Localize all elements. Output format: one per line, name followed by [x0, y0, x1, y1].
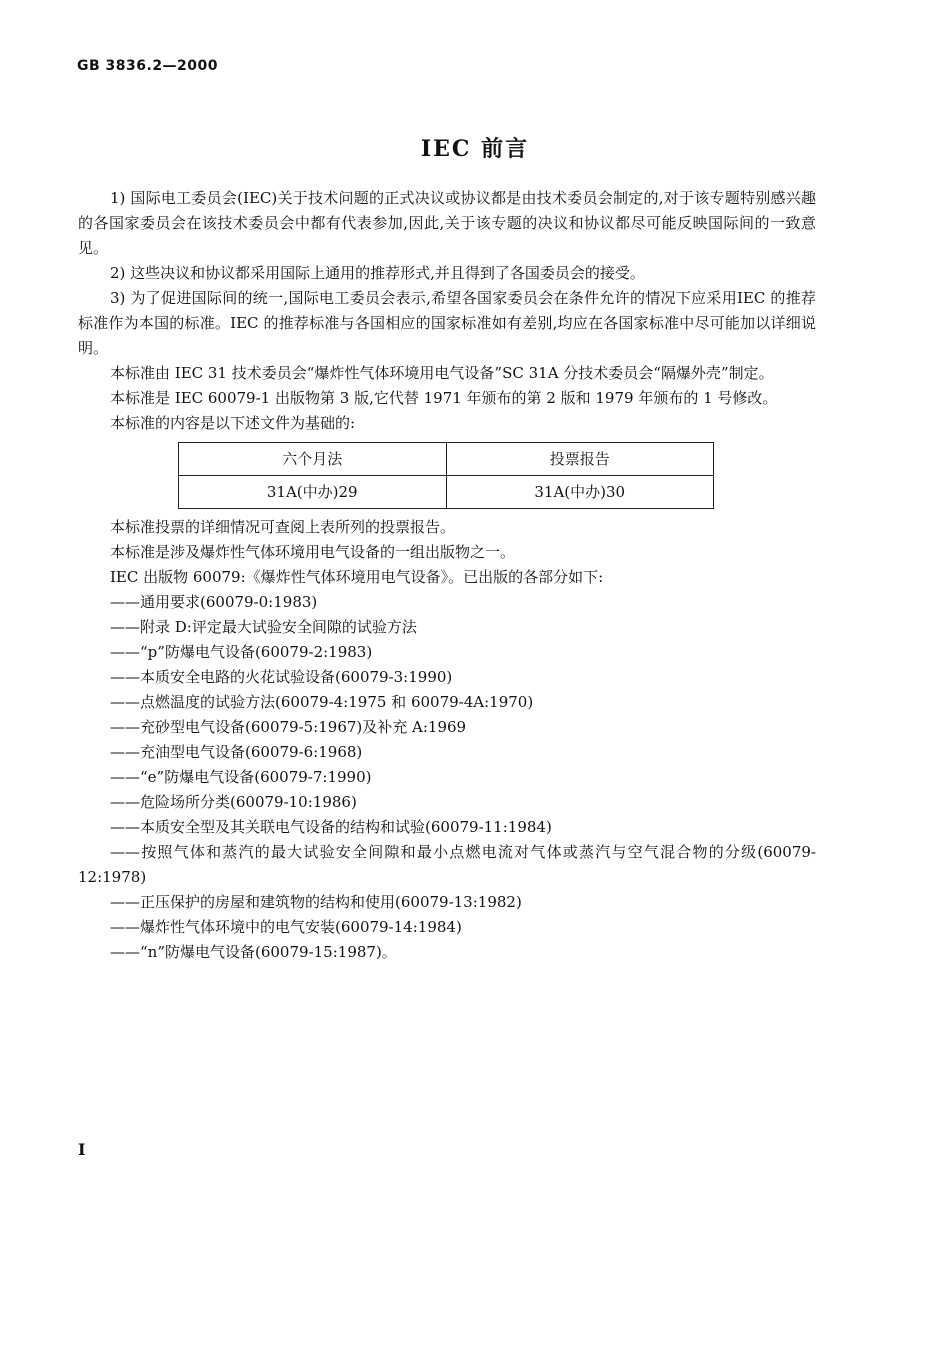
table-header-cell: 投票报告 — [446, 443, 714, 476]
list-item: ——按照气体和蒸汽的最大试验安全间隙和最小点燃电流对气体或蒸汽与空气混合物的分级(60079-12:1978) — [78, 843, 816, 886]
table-cell: 31A(中办)29 — [179, 476, 447, 509]
list-item: ——正压保护的房屋和建筑物的结构和使用(60079-13:1982) — [110, 893, 522, 911]
list-item: ——“n”防爆电气设备(60079-15:1987)。 — [110, 943, 397, 961]
list-item: ——点燃温度的试验方法(60079-4:1975 和 60079-4A:1970) — [110, 693, 534, 711]
paragraph-4: 本标准由 IEC 31 技术委员会“爆炸性气体环境用电气设备”SC 31A 分技术委员会“隔爆外壳”制定。 — [110, 364, 774, 382]
table-header-cell: 六个月法 — [179, 443, 447, 476]
list-item: ——通用要求(60079-0:1983) — [110, 593, 318, 611]
standard-code-header: GB 3836.2—2000 — [77, 58, 219, 74]
list-item: ——“e”防爆电气设备(60079-7:1990) — [110, 768, 372, 786]
publication-parts-list — [78, 590, 816, 965]
paragraph-2: 2) 这些决议和协议都采用国际上通用的推荐形式,并且得到了各国委员会的接受。 — [110, 264, 645, 282]
list-item: ——本质安全型及其关联电气设备的结构和试验(60079-11:1984) — [110, 818, 552, 836]
paragraph-1: 1) 国际电工委员会(IEC)关于技术问题的正式决议或协议都是由技术委员会制定的,对于该专题特别感兴趣的各国家委员会在该技术委员会中都有代表参加,因此,关于该专题的决议和协议都尽可能反映国际间的一致意见。 — [78, 189, 816, 257]
list-item: ——“p”防爆电气设备(60079-2:1983) — [110, 643, 373, 661]
page-number: I — [78, 1140, 86, 1159]
list-item: ——附录 D:评定最大试验安全间隙的试验方法 — [110, 618, 417, 636]
table-row — [179, 476, 714, 509]
voting-documents-table — [178, 442, 714, 509]
paragraph-5: 本标准是 IEC 60079-1 出版物第 3 版,它代替 1971 年颁布的第 2 版和 1979 年颁布的 1 号修改。 — [110, 389, 778, 407]
list-item: ——充砂型电气设备(60079-5:1967)及补充 A:1969 — [110, 718, 467, 736]
paragraph-3: 3) 为了促进国际间的统一,国际电工委员会表示,希望各国家委员会在条件允许的情况下应采用IEC 的推荐标准作为本国的标准。IEC 的推荐标准与各国相应的国家标准如有差别,均应在各国家标准中尽可能加以详细说明。 — [78, 289, 816, 357]
paragraph-8: 本标准是涉及爆炸性气体环境用电气设备的一组出版物之一。 — [110, 543, 516, 561]
list-item: ——充油型电气设备(60079-6:1968) — [110, 743, 363, 761]
list-item: ——本质安全电路的火花试验设备(60079-3:1990) — [110, 668, 453, 686]
table-cell: 31A(中办)30 — [446, 476, 714, 509]
page-title: IEC 前言 — [420, 136, 530, 162]
paragraph-7: 本标准投票的详细情况可查阅上表所列的投票报告。 — [110, 518, 456, 536]
list-item: ——危险场所分类(60079-10:1986) — [110, 793, 357, 811]
list-item: ——爆炸性气体环境中的电气安装(60079-14:1984) — [110, 918, 462, 936]
paragraph-9: IEC 出版物 60079:《爆炸性气体环境用电气设备》。已出版的各部分如下: — [110, 568, 604, 586]
table-header-row — [179, 443, 714, 476]
paragraph-6: 本标准的内容是以下述文件为基础的: — [110, 414, 356, 432]
document-body — [78, 186, 816, 965]
